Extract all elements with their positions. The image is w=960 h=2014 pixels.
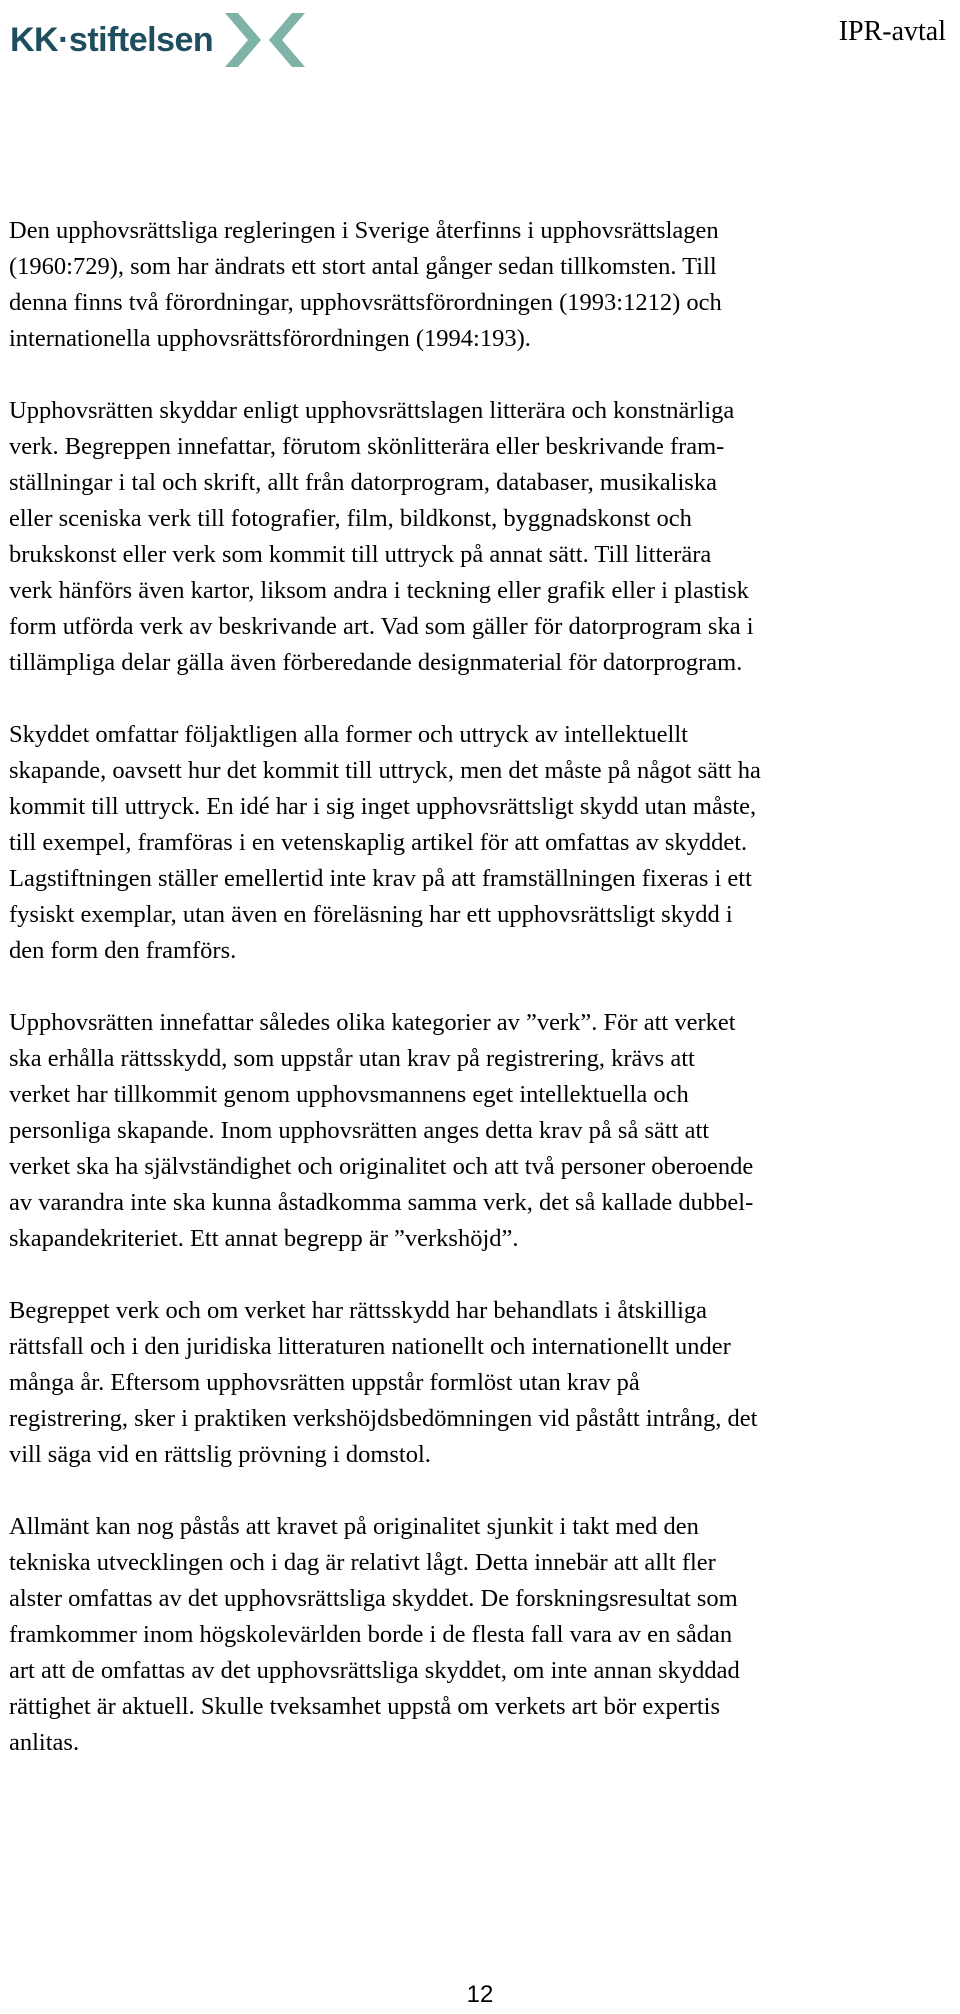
document-label: IPR-avtal	[838, 16, 946, 47]
paragraph: Den upphovsrättsliga regleringen i Sverige återfinns i upphovsrättslagen (1960:729), som har ändrats ett stort antal gånger sedan tillkomsten. Till denna finns två förordningar, upphovsrättsförordningen (1993:1212) och internationella upphovsrättsförordningen (1994:193).	[9, 217, 722, 352]
paragraph: Upphovsrätten skyddar enligt upphovsrättslagen litterära och konstnärliga verk. Begreppen innefattar, förutom skönlitterära eller beskrivande fram- ställningar i tal och skrift, allt från datorprogram, databaser, musikaliska eller sceniska verk till fotografier, film, bildkonst, byggnadskonst och brukskonst eller verk som kommit till uttryck på annat sätt. Till litterära verk hänförs även kartor, liksom andra i teckning eller grafik eller i plastisk form utförda verk av beskrivande art. Vad som gäller för datorprogram ska i tillämpliga delar gälla även förberedande designmaterial för datorprogram.	[9, 397, 754, 676]
document-body	[9, 213, 954, 1797]
page-number: 12	[466, 1981, 494, 2008]
kk-chevrons-icon	[225, 11, 305, 69]
kk-stiftelsen-logo	[10, 10, 305, 70]
logo-text: KK·stiftelsen	[10, 21, 214, 59]
page-header	[0, 0, 960, 80]
paragraph: Upphovsrätten innefattar således olika kategorier av ”verk”. För att verket ska erhålla rättsskydd, som uppstår utan krav på registrering, krävs att verket har tillkommit genom upphovsmannens eget intellektuella och personliga skapande. Inom upphovsrätten anges detta krav på så sätt att verket ska ha självständighet och originalitet och att två personer oberoende av varandra inte ska kunna åstadkomma samma verk, det så kallade dubbel- skapandekriteriet. Ett annat begrepp är ”verkshöjd”.	[9, 1009, 754, 1252]
paragraph: Begreppet verk och om verket har rättsskydd har behandlats i åtskilliga rättsfall och i den juridiska litteraturen nationellt och internationellt under många år. Eftersom upphovsrätten uppstår formlöst utan krav på registrering, sker i praktiken verkshöjdsbedömningen vid påstått intrång, det vill säga vid en rättslig prövning i domstol.	[9, 1297, 758, 1468]
paragraph: Skyddet omfattar följaktligen alla former och uttryck av intellektuellt skapande, oavsett hur det kommit till uttryck, men det måste på något sätt ha kommit till uttryck. En idé har i sig inget upphovsrättsligt skydd utan måste, till exempel, framföras i en vetenskaplig artikel för att omfattas av skyddet. Lagstiftningen ställer emellertid inte krav på att framställningen fixeras i ett fysiskt exemplar, utan även en föreläsning har ett upphovsrättsligt skydd i den form den framförs.	[9, 721, 761, 964]
paragraph: Allmänt kan nog påstås att kravet på originalitet sjunkit i takt med den tekniska utvecklingen och i dag är relativt lågt. Detta innebär att allt fler alster omfattas av det upphovsrättsliga skyddet. De forskningsresultat som framkommer inom högskolevärlden borde i de flesta fall vara av en sådan art att de omfattas av det upphovsrättsliga skyddet, om inte annan skyddad rättighet är aktuell. Skulle tveksamhet uppstå om verkets art bör expertis anlitas.	[9, 1513, 740, 1756]
